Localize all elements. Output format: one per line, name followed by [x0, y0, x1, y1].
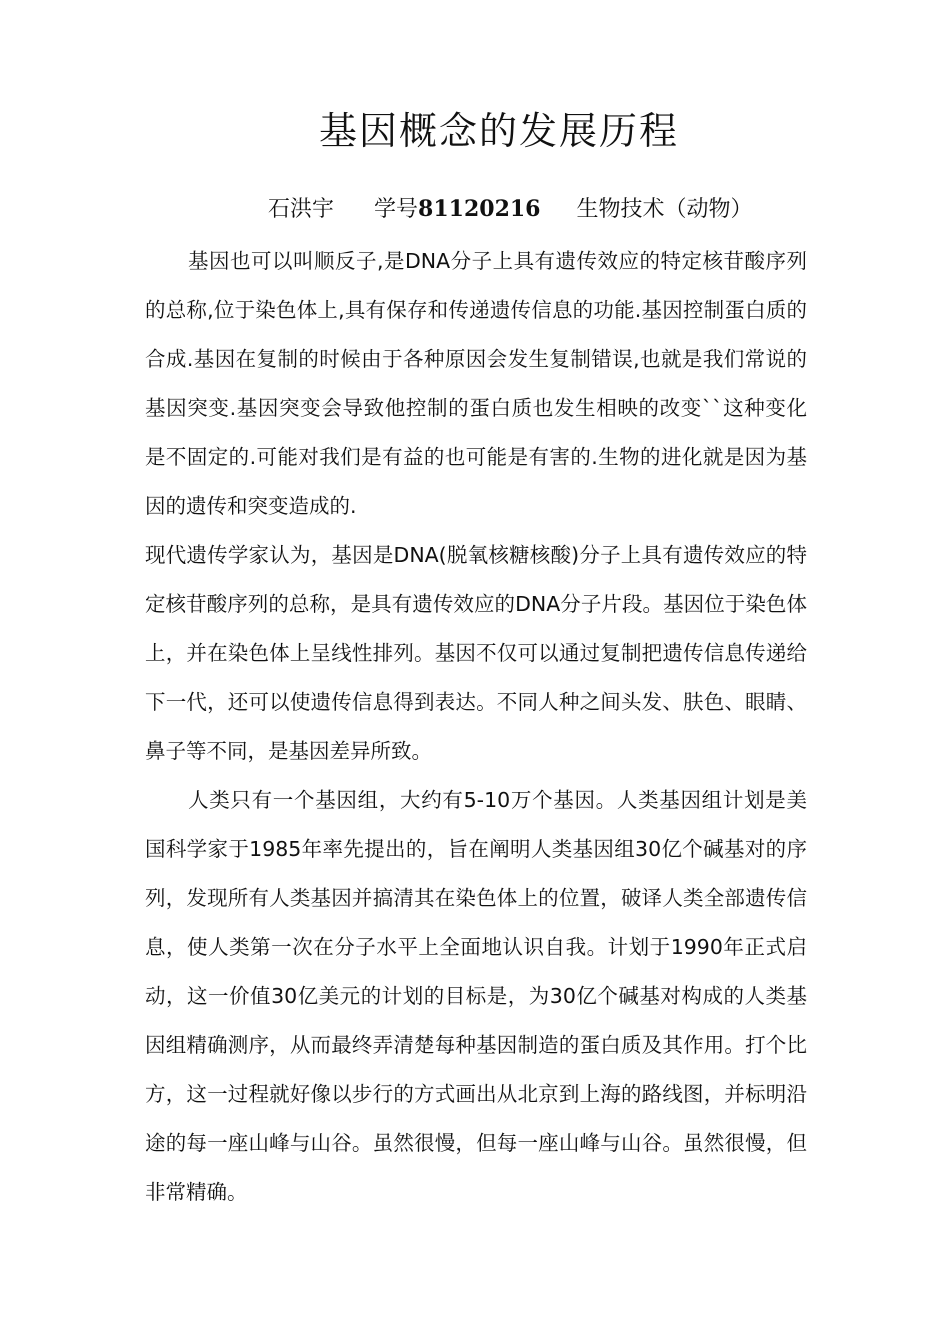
author-line — [268, 189, 868, 230]
paragraph-1: 基因也可以叫顺反子,是DNA分子上具有遗传效应的特定核苷酸序列的总称,位于染色体上,具有保存和传递遗传信息的功能.基因控制蛋白质的合成.基因在复制的时候由于各种原因会发生复制错误,也就是我们常说的基因突变.基因突变会导致他控制的蛋白质也发生相映的改变``这种变化是不固定的.可能对我们是有益的也可能是有害的.生物的进化就是因为基因的遗传和突变造成的. — [145, 249, 807, 518]
document-body — [145, 237, 807, 1217]
document-title: 基因概念的发展历程 — [318, 109, 679, 153]
author-major: 生物技术（动物） — [576, 197, 753, 222]
paragraph-2: 现代遗传学家认为，基因是DNA(脱氧核糖核酸)分子上具有遗传效应的特定核苷酸序列的总称，是具有遗传效应的DNA分子片段。基因位于染色体上，并在染色体上呈线性排列。基因不仅可以通过复制把遗传信息传递给下一代，还可以使遗传信息得到表达。不同人种之间头发、肤色、眼睛、鼻子等不同，是基因差异所致。 — [145, 543, 807, 763]
student-id: 81120216 — [418, 196, 541, 222]
author-name: 石洪宇 — [268, 197, 335, 222]
paragraph-3: 人类只有一个基因组，大约有5-10万个基因。人类基因组计划是美国科学家于1985年率先提出的，旨在阐明人类基因组30亿个碱基对的序列，发现所有人类基因并搞清其在染色体上的位置，破译人类全部遗传信息，使人类第一次在分子水平上全面地认识自我。计划于1990年正式启动，这一价值30亿美元的计划的目标是，为30亿个碱基对构成的人类基因组精确测序，从而最终弄清楚每种基因制造的蛋白质及其作用。打个比方，这一过程就好像以步行的方式画出从北京到上海的路线图，并标明沿途的每一座山峰与山谷。虽然很慢，但每一座山峰与山谷。虽然很慢，但非常精确。 — [145, 788, 807, 1204]
student-id-label: 学号 — [374, 197, 419, 222]
